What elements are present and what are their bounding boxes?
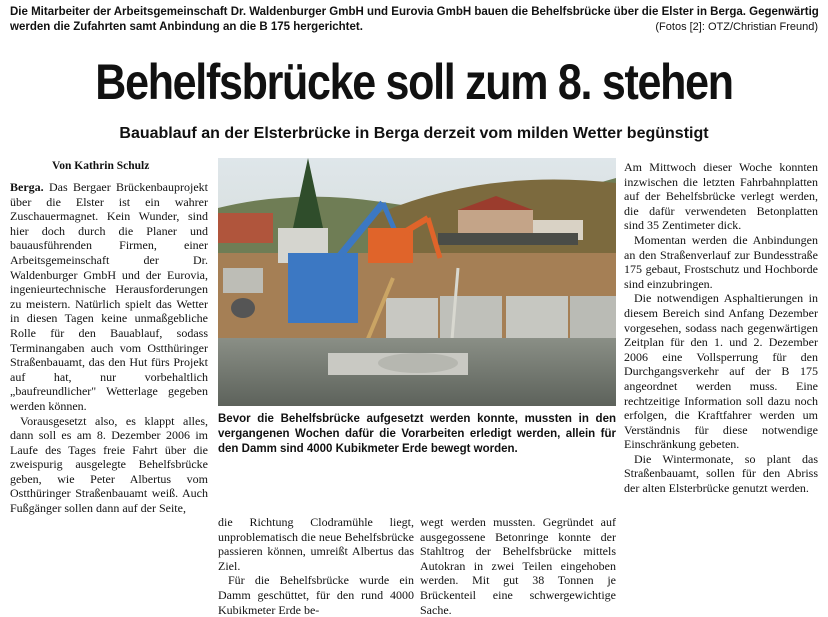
subheadline: Bauablauf an der Elsterbrücke in Berga derzeit vom milden Wetter begünstigt bbox=[119, 125, 709, 142]
paragraph: wegt werden mussten. Gegründet auf ausgegossene Betonringe konnte der Stahltrog der Behelfsbrücke mittels Autokran in zwei Teilen eingehoben werden. Mit gut 38 Tonnen je Brückenteil eine schwergewichtige Sache. bbox=[420, 515, 616, 617]
article-column-2 bbox=[218, 515, 414, 617]
article-column-4 bbox=[624, 160, 818, 496]
paragraph: Für die Behelfsbrücke wurde ein Damm geschüttet, für den rund 4000 Kubikmeter Erde be- bbox=[218, 573, 414, 617]
paragraph: Momentan werden die Anbindungen an den Straßenverlauf zur Bundesstraße 175 gebaut, Frostschutz und Hochborde sind einzubringen. bbox=[624, 232, 818, 291]
paragraph: Vorausgesetzt also, es klappt alles, dann soll es am 8. Dezember 2006 im Laufe des Tages freie Fahrt über die zweispurig ausgelegte Behelfsbrücke geben, wie Peter Albertus vom Ostthüringer Straßenbauamt weiß. Auch Fußgänger sollen dann auf der Seite, bbox=[10, 413, 208, 516]
paragraph: Die Wintermonate, so plant das Straßenbauamt, sollen für den Abriss der alten Elsterbrücke genutzt werden. bbox=[624, 451, 818, 496]
article-column-1 bbox=[10, 180, 208, 516]
top-photo-caption: Die Mitarbeiter der Arbeitsgemeinschaft Dr. Waldenburger GmbH und Eurovia GmbH bauen die Behelfsbrücke über die Elster in Berga. Gegenwärtig werden die Zufahrten samt Anbindung an die B 175 hergerichtet. bbox=[10, 6, 819, 33]
paragraph bbox=[10, 180, 208, 414]
construction-photo bbox=[218, 158, 616, 406]
bridge-deck bbox=[438, 233, 578, 245]
paragraph: Die notwendigen Asphaltierungen in diesem Bereich sind Anfang Dezember vorgesehen, sodass nach gegenwärtigen Zeitplan für den 1. und 2. Dezember 2006 eine Vollsperrung für den Durchgangsverkehr auf der B 175 angeordnet werden muss. Eine rechtzeitige Information soll dazu noch erfolgen, die Kraftfahrer werden um Verständnis für diese notwendige Einschränkung gebeten. bbox=[624, 291, 818, 452]
article-column-3 bbox=[420, 515, 616, 617]
dateline: Berga. bbox=[10, 180, 44, 194]
photo-caption: Bevor die Behelfsbrücke aufgesetzt werden konnte, mussten in den vergangenen Wochen dafür die Vorarbeiten erledigt werden, allein für den Damm sind 4000 Kubikmeter Erde bewegt worden. bbox=[218, 413, 616, 455]
excavator-blue bbox=[288, 253, 358, 323]
paragraph: die Richtung Clodramühle liegt, unproblematisch die neue Behelfsbrücke passieren können, umreißt Albertus das Ziel. bbox=[218, 515, 414, 573]
byline: Von Kathrin Schulz bbox=[52, 160, 150, 172]
paragraph: Am Mittwoch dieser Woche konnten inzwischen die letzten Fahrbahnplatten auf der Behelfsbrücke verlegt werden, die dafür verwendeten Betonplatten sind 35 Zentimeter dick. bbox=[624, 160, 818, 233]
photo-credit: (Fotos [2]: OTZ/Christian Freund) bbox=[655, 21, 818, 33]
headline: Behelfsbrücke soll zum 8. stehen bbox=[95, 54, 733, 110]
paragraph-text: Das Bergaer Brückenbauprojekt über die Elster ist ein wahrer Zuschauermagnet. Kein Wunder, sind hier doch durch die Planer und bauausführenden Firmen, einer Arbeitsgemeinschaft der Dr. Waldenburger GmbH und der Eurovia, ingenieurtechnische Herausforderungen zu meistern. Natürlich spielt das Wetter in diesen Tagen keine unmaßgebliche Rolle für den Bauablauf, sodass Terminangaben auch vom Ostthüringer Straßenbauamt, das den Hut fürs Projekt auf hat, nur vorbehaltlich „baufreundlicher" Wetterlage gegeben werden können. bbox=[10, 180, 208, 413]
